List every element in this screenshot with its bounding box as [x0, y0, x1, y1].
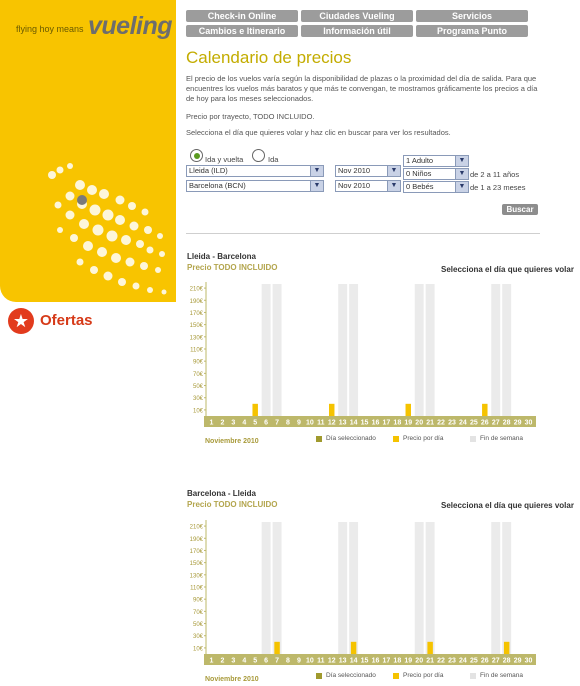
x-tick-label: 7 [275, 419, 280, 427]
price-bar [406, 404, 411, 416]
x-tick-label: 8 [286, 419, 290, 427]
x-tick-label: 20 [415, 657, 424, 665]
nav-servicios[interactable]: Servicios [416, 10, 528, 22]
weekend-column [426, 522, 435, 654]
x-tick-label: 29 [513, 657, 522, 665]
chart1-month: Noviembre 2010 [205, 438, 259, 445]
x-tick-label: 2 [220, 657, 225, 665]
price-bar [482, 404, 487, 416]
brand-tagline: flying hoy means [16, 24, 84, 34]
x-tick-label: 18 [393, 657, 402, 665]
x-tick-label: 3 [231, 419, 236, 427]
chart1-svg[interactable] [186, 278, 538, 430]
y-tick-label: 110€ [190, 347, 203, 354]
children-value: 0 Niños [406, 169, 432, 178]
y-tick-label: 150€ [189, 323, 203, 330]
x-tick-label: 14 [349, 657, 358, 665]
month-return-value: Nov 2010 [338, 181, 371, 190]
x-tick-label: 19 [404, 657, 413, 665]
x-tick-label: 23 [448, 657, 456, 665]
chevron-down-icon: ▼ [387, 166, 400, 176]
y-tick-label: 210€ [189, 286, 203, 293]
weekend-column [273, 522, 282, 654]
weekend-column [273, 284, 282, 416]
destination-value: Barcelona (BCN) [189, 181, 246, 190]
x-tick-label: 9 [296, 419, 301, 427]
weekend-column [415, 284, 424, 416]
nav-cambios[interactable]: Cambios e Itinerario [186, 25, 298, 37]
nav-checkin[interactable]: Check-in Online [186, 10, 298, 22]
weekend-column [349, 522, 358, 654]
weekend-column [338, 522, 347, 654]
weekend-column [502, 522, 511, 654]
radio-ida-vuelta-label: Ida y vuelta [205, 155, 244, 164]
babies-value: 0 Bebés [406, 182, 434, 191]
x-tick-label: 12 [327, 419, 336, 427]
x-tick-label: 13 [338, 657, 347, 665]
nav-informacion[interactable]: Información útil [301, 25, 413, 37]
legend-weekend-swatch [470, 673, 476, 679]
nav-ciudades[interactable]: Ciudades Vueling [301, 10, 413, 22]
x-tick-label: 30 [524, 657, 533, 665]
legend-price-label: Precio por día [403, 672, 444, 679]
x-tick-label: 17 [382, 419, 391, 427]
radio-ida[interactable] [252, 149, 265, 162]
price-bar [504, 642, 509, 654]
legend-selected-label: Día seleccionado [326, 672, 376, 679]
brand-logo[interactable]: vueling [88, 12, 173, 40]
x-tick-label: 21 [426, 419, 435, 427]
x-tick-label: 21 [426, 657, 435, 665]
y-tick-label: 50€ [192, 384, 203, 391]
babies-select[interactable] [403, 181, 469, 193]
x-tick-label: 25 [469, 419, 478, 427]
x-tick-label: 13 [338, 419, 347, 427]
children-hint: de 2 a 11 años [470, 170, 520, 179]
x-tick-label: 4 [242, 657, 247, 665]
x-tick-label: 26 [480, 419, 489, 427]
y-tick-label: 10€ [192, 408, 203, 415]
babies-hint: de 1 a 23 meses [470, 183, 526, 192]
y-tick-label: 170€ [189, 548, 203, 555]
chart1-subtitle: Precio TODO INCLUIDO [187, 263, 278, 272]
x-tick-label: 22 [437, 657, 445, 665]
origin-select[interactable] [186, 165, 324, 177]
legend-price-swatch [393, 673, 399, 679]
chart2-route: Barcelona - Lleida [187, 489, 256, 498]
star-icon: ★ [8, 308, 34, 334]
y-tick-label: 170€ [189, 310, 203, 317]
radio-ida-vuelta[interactable] [190, 149, 203, 162]
month-out-value: Nov 2010 [338, 166, 371, 175]
x-tick-label: 18 [393, 419, 402, 427]
radio-ida-label: Ida [268, 155, 279, 164]
y-tick-label: 50€ [192, 622, 203, 629]
x-tick-label: 14 [349, 419, 358, 427]
x-tick-label: 15 [360, 419, 369, 427]
y-tick-label: 150€ [189, 561, 203, 568]
x-tick-label: 29 [513, 419, 522, 427]
nav-programa-punto[interactable]: Programa Punto [416, 25, 528, 37]
x-tick-label: 22 [437, 419, 445, 427]
price-bar [427, 642, 432, 654]
x-tick-label: 19 [404, 419, 413, 427]
x-tick-label: 28 [502, 419, 511, 427]
x-tick-label: 10 [305, 657, 314, 665]
y-tick-label: 190€ [189, 536, 203, 543]
x-tick-label: 8 [286, 657, 290, 665]
weekend-column [426, 284, 435, 416]
y-tick-label: 70€ [192, 609, 203, 616]
weekend-column [349, 284, 358, 416]
legend-price-label: Precio por día [403, 435, 444, 442]
y-tick-label: 130€ [189, 335, 203, 342]
brand-panel [0, 0, 176, 302]
chart2-svg[interactable] [186, 516, 538, 668]
y-tick-label: 30€ [192, 634, 203, 641]
legend-selected-label: Día seleccionado [326, 435, 376, 442]
destination-select[interactable] [186, 180, 324, 192]
y-tick-label: 90€ [192, 359, 203, 366]
chart1-route: Lleida - Barcelona [187, 252, 256, 261]
x-tick-label: 25 [469, 657, 478, 665]
x-tick-label: 17 [382, 657, 391, 665]
weekend-column [491, 522, 500, 654]
price-bar [274, 642, 279, 654]
ofertas-link[interactable] [8, 308, 128, 336]
x-tick-label: 6 [264, 419, 269, 427]
x-tick-label: 30 [524, 419, 533, 427]
month-return-select[interactable] [335, 180, 401, 192]
chevron-down-icon: ▼ [455, 182, 468, 192]
x-tick-label: 16 [371, 657, 380, 665]
y-tick-label: 70€ [192, 371, 203, 378]
weekend-column [415, 522, 424, 654]
chart2-subtitle: Precio TODO INCLUIDO [187, 500, 278, 509]
x-tick-label: 3 [231, 657, 236, 665]
instruction-text: Selecciona el día que quieres volar y haz clic en buscar para ver los resultados. [186, 128, 451, 137]
adults-value: 1 Adulto [406, 156, 434, 165]
adults-select[interactable] [403, 155, 469, 167]
y-tick-label: 110€ [190, 585, 203, 592]
x-tick-label: 20 [415, 419, 424, 427]
chevron-down-icon: ▼ [310, 166, 323, 176]
chart2-instruction: Selecciona el día que quieres volar [441, 501, 574, 510]
weekend-column [262, 284, 271, 416]
price-bar [329, 404, 334, 416]
x-tick-label: 1 [209, 419, 214, 427]
legend-weekend-swatch [470, 436, 476, 442]
legend-selected-swatch [316, 436, 322, 442]
price-bar [351, 642, 356, 654]
chevron-down-icon: ▼ [455, 169, 468, 179]
y-tick-label: 90€ [192, 597, 203, 604]
price-bar [252, 404, 257, 416]
x-tick-label: 27 [491, 419, 500, 427]
x-tick-label: 10 [305, 419, 314, 427]
x-tick-label: 12 [327, 657, 336, 665]
x-tick-label: 1 [209, 657, 214, 665]
month-out-select[interactable] [335, 165, 401, 177]
chart1-instruction: Selecciona el día que quieres volar [441, 265, 574, 274]
y-tick-label: 190€ [189, 298, 203, 305]
weekend-column [502, 284, 511, 416]
x-tick-label: 2 [220, 419, 225, 427]
x-tick-label: 7 [275, 657, 280, 665]
x-tick-label: 16 [371, 419, 380, 427]
page-title: Calendario de precios [186, 48, 352, 67]
x-tick-label: 23 [448, 419, 456, 427]
y-tick-label: 210€ [189, 524, 203, 531]
y-tick-label: 30€ [192, 396, 203, 403]
legend-weekend-label: Fin de semana [480, 672, 523, 679]
chevron-down-icon: ▼ [387, 181, 400, 191]
x-tick-label: 26 [480, 657, 489, 665]
legend-selected-swatch [316, 673, 322, 679]
weekend-column [338, 284, 347, 416]
legend-weekend-label: Fin de semana [480, 435, 523, 442]
x-tick-label: 11 [317, 419, 325, 427]
y-tick-label: 10€ [192, 646, 203, 653]
x-tick-label: 11 [317, 657, 325, 665]
x-tick-label: 5 [253, 419, 258, 427]
precio-note: Precio por trayecto, TODO INCLUIDO. [186, 112, 315, 121]
weekend-column [262, 522, 271, 654]
x-tick-label: 4 [242, 419, 247, 427]
origin-value: Lleida (ILD) [189, 166, 228, 175]
x-tick-label: 24 [459, 419, 467, 427]
ofertas-label: Ofertas [40, 312, 93, 329]
x-tick-label: 5 [253, 657, 258, 665]
search-button[interactable]: Buscar [502, 204, 538, 215]
children-select[interactable] [403, 168, 469, 180]
weekend-column [491, 284, 500, 416]
x-tick-label: 27 [491, 657, 500, 665]
x-tick-label: 9 [296, 657, 301, 665]
legend-price-swatch [393, 436, 399, 442]
y-tick-label: 130€ [189, 573, 203, 580]
x-tick-label: 28 [502, 657, 511, 665]
x-tick-label: 24 [459, 657, 467, 665]
x-tick-label: 6 [264, 657, 269, 665]
x-tick-label: 15 [360, 657, 369, 665]
chevron-down-icon: ▼ [310, 181, 323, 191]
tail-illustration [0, 0, 176, 302]
chevron-down-icon: ▼ [455, 156, 468, 166]
intro-text: El precio de los vuelos varía según la disponibilidad de plazas o la proximidad del día de salida. Para que encuentres los vuelos más baratos y que más te convengan, te mostramos gráficamente los precios a día de hoy para los meses seleccionados. [186, 74, 538, 103]
chart2-month: Noviembre 2010 [205, 676, 259, 683]
divider [186, 233, 540, 234]
